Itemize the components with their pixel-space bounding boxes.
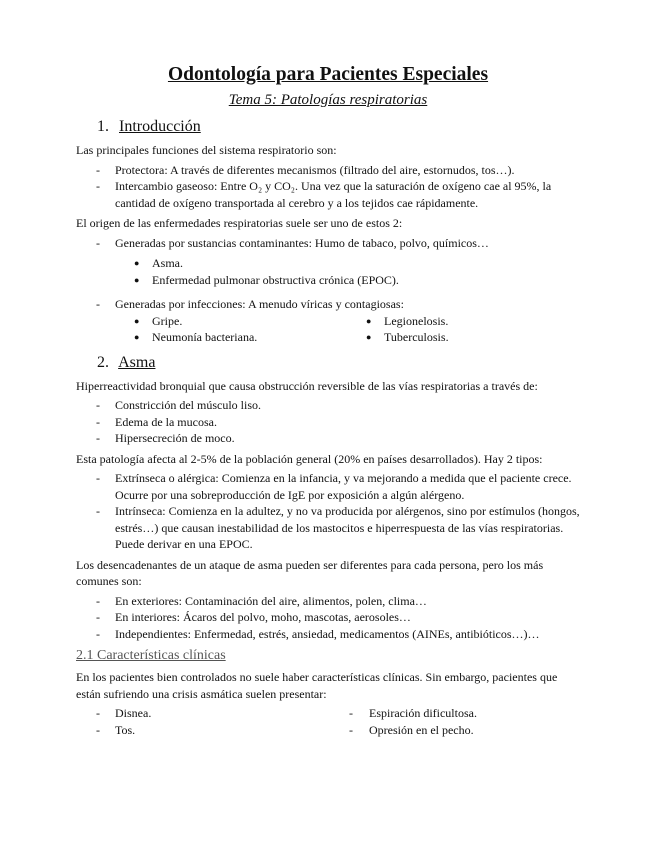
dash-list bbox=[76, 470, 580, 553]
dash-list bbox=[76, 296, 580, 313]
dash-list bbox=[347, 705, 580, 738]
bullet-list bbox=[76, 313, 290, 346]
list-item: - Intercambio gaseoso: Entre O₂ y CO₂. Una vez que la saturación de oxígeno cae al 95%, la cantidad de oxígeno transportada al cerebro y a los tejidos cae rápidamente. bbox=[76, 178, 580, 211]
bullet-list bbox=[76, 255, 580, 288]
list-item: - Independientes: Enfermedad, estrés, ansiedad, medicamentos (AINEs, antibióticos…)… bbox=[76, 626, 580, 643]
dash-list bbox=[76, 705, 309, 738]
subsection-heading: 2.1 Características clínicas bbox=[76, 648, 226, 663]
two-column-bullets bbox=[76, 313, 580, 346]
list-item: - Opresión en el pecho. bbox=[347, 722, 580, 739]
list-item: - Generadas por infecciones: A menudo víricas y contagiosas: bbox=[76, 296, 580, 313]
list-item: - Tos. bbox=[76, 722, 309, 739]
dash-list bbox=[76, 162, 580, 212]
section-number: 1. bbox=[97, 118, 109, 135]
document-title: Odontología para Pacientes Especiales bbox=[167, 64, 489, 85]
list-item: - Constricción del músculo liso. bbox=[76, 397, 580, 414]
list-item: - Protectora: A través de diferentes mecanismos (filtrado del aire, estornudos, tos…). bbox=[76, 162, 580, 179]
list-item: - Espiración dificultosa. bbox=[347, 705, 580, 722]
bullet-item: ● Asma. bbox=[76, 255, 580, 272]
section-number: 2. bbox=[97, 353, 109, 371]
bullet-list bbox=[366, 313, 580, 346]
paragraph: El origen de las enfermedades respiratorias suele ser uno de estos 2: bbox=[76, 216, 403, 230]
bullet-item: ● Gripe. bbox=[76, 313, 290, 330]
list-item: - En interiores: Ácaros del polvo, moho, mascotas, aerosoles… bbox=[76, 609, 580, 626]
dash-list bbox=[76, 235, 580, 252]
list-item: - Edema de la mucosa. bbox=[76, 414, 580, 431]
paragraph: Los desencadenantes de un ataque de asma pueden ser diferentes para cada persona, pero los más comunes son: bbox=[76, 557, 544, 588]
document-subtitle: Tema 5: Patologías respiratorias bbox=[228, 92, 428, 108]
bullet-item: ● Enfermedad pulmonar obstructiva crónica (EPOC). bbox=[76, 272, 580, 289]
paragraph: Las principales funciones del sistema respiratorio son: bbox=[76, 143, 337, 157]
bullet-item: ● Tuberculosis. bbox=[366, 329, 580, 346]
paragraph: Esta patología afecta al 2-5% de la población general (20% en países desarrollados). Hay 2 tipos: bbox=[76, 451, 543, 466]
document-page bbox=[76, 62, 580, 742]
section-heading-asma bbox=[97, 352, 580, 374]
dash-list bbox=[76, 593, 580, 643]
list-item: - En exteriores: Contaminación del aire, alimentos, polen, clima… bbox=[76, 593, 580, 610]
paragraph: Hiperreactividad bronquial que causa obstrucción reversible de las vías respiratorias a través de: bbox=[76, 378, 538, 393]
bullet-item: ● Legionelosis. bbox=[366, 313, 580, 330]
section-title: Introducción bbox=[119, 118, 201, 135]
section-title: Asma bbox=[118, 353, 156, 371]
list-item: - Generadas por sustancias contaminantes: Humo de tabaco, polvo, químicos… bbox=[76, 235, 580, 252]
list-item: - Hipersecreción de moco. bbox=[76, 430, 580, 447]
paragraph: En los pacientes bien controlados no suele haber características clínicas. Sin embargo, pacientes que están sufriendo una crisis asmática suelen presentar: bbox=[76, 670, 558, 701]
list-item: - Extrínseca o alérgica: Comienza en la infancia, y va mejorando a medida que el paciente crece. Ocurre por una sobreproducción de IgE por exposición a algún alérgeno. bbox=[76, 470, 580, 503]
list-item: - Intrínseca: Comienza en la adultez, y no va producida por alérgenos, sino por estímulos (hongos, estrés…) que causan inestabilidad de los mastocitos e hiperrespuesta de las vías respiratorias. Puede derivar en una EPOC. bbox=[76, 503, 580, 553]
two-column-list bbox=[76, 705, 580, 742]
section-heading-introduccion bbox=[97, 116, 580, 138]
list-item: - Disnea. bbox=[76, 705, 309, 722]
bullet-item: ● Neumonía bacteriana. bbox=[76, 329, 290, 346]
dash-list bbox=[76, 397, 580, 447]
